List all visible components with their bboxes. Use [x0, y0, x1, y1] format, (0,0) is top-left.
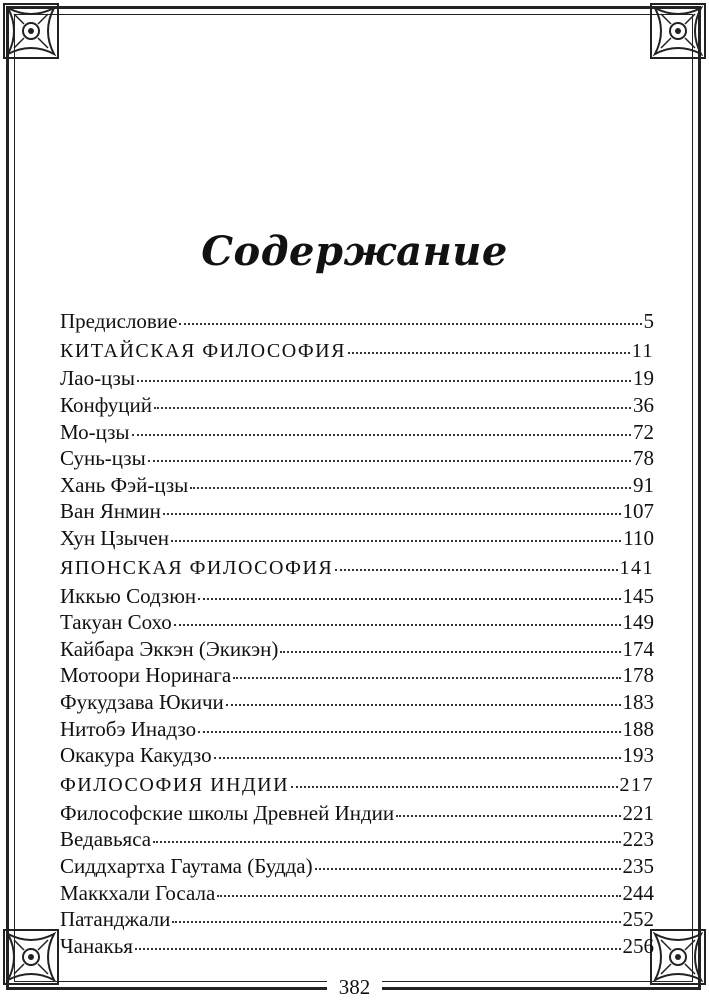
toc-entry — [60, 635, 654, 662]
dot-leader — [132, 415, 631, 436]
toc-entry-label: Хун Цзычен — [60, 526, 169, 551]
toc-entry-label: Философские школы Древней Индии — [60, 800, 395, 825]
dot-leader — [233, 659, 620, 680]
toc-entry-page: 178 — [622, 663, 654, 688]
dot-leader — [148, 441, 631, 462]
toc-entry-page: 244 — [622, 880, 654, 905]
dot-leader — [280, 632, 620, 653]
toc-entry-page: 110 — [623, 526, 654, 551]
dot-leader — [335, 551, 617, 571]
dot-leader — [217, 876, 620, 897]
toc-entry-label: Ван Янмин — [60, 499, 161, 524]
dot-leader — [198, 579, 620, 600]
dot-leader — [171, 521, 621, 542]
toc-entry-page: 217 — [619, 773, 654, 796]
toc-entry — [60, 741, 654, 768]
toc-entry — [60, 715, 654, 742]
toc-entry-page: 19 — [633, 366, 654, 391]
dot-leader — [348, 334, 630, 354]
toc-entry-label: Фукудзава Юкичи — [60, 690, 224, 715]
toc-entry — [60, 365, 654, 392]
toc-entry-label: Хань Фэй-цзы — [60, 472, 189, 497]
toc-entry-label: Сунь-цзы — [60, 446, 146, 471]
toc-entry-page: 174 — [622, 636, 654, 661]
dot-leader — [190, 468, 631, 489]
toc-entry — [60, 582, 654, 609]
toc-entry-label: Мо-цзы — [60, 419, 130, 444]
corner-ornament-top-left — [0, 0, 62, 62]
toc-entry — [60, 688, 654, 715]
toc-entry — [60, 498, 654, 525]
toc-entry-page: 183 — [622, 690, 654, 715]
toc-entry — [60, 444, 654, 471]
toc-entry-label: Такуан Сохо — [60, 610, 172, 635]
toc-entry-label: Кайбара Эккэн (Экикэн) — [60, 636, 279, 661]
toc-entry-page: 252 — [622, 907, 654, 932]
toc-entry-page: 193 — [622, 743, 654, 768]
toc-entry-page: 145 — [622, 583, 654, 608]
toc-entry — [60, 879, 654, 906]
toc-entry-label: Предисловие — [60, 308, 178, 333]
toc-entry — [60, 471, 654, 498]
dot-leader — [291, 768, 617, 788]
toc-entry-label: Окакура Какудзо — [60, 743, 212, 768]
toc-entry-page: 36 — [633, 393, 654, 418]
toc-entry-page: 235 — [622, 853, 654, 878]
toc-entry-label: ФИЛОСОФИЯ ИНДИИ — [60, 773, 290, 796]
toc-entry — [60, 905, 654, 932]
toc-entry-page: 221 — [622, 800, 654, 825]
toc-entry-label: Нитобэ Инадзо — [60, 716, 197, 741]
toc-entry-page: 256 — [622, 933, 654, 958]
dot-leader — [226, 685, 621, 706]
dot-leader — [137, 362, 631, 383]
toc-entry — [60, 418, 654, 445]
toc-entry-page: 91 — [633, 472, 654, 497]
toc-entry-label: КИТАЙСКАЯ ФИЛОСОФИЯ — [60, 339, 346, 362]
toc-entry-page: 141 — [619, 556, 654, 579]
toc-entry-page: 107 — [622, 499, 654, 524]
page-title: Содержание — [201, 228, 508, 275]
dot-leader — [174, 605, 621, 626]
toc-entry — [60, 391, 654, 418]
dot-leader — [163, 495, 621, 516]
dot-leader — [396, 796, 620, 817]
dot-leader — [135, 929, 621, 950]
dot-leader — [153, 823, 620, 844]
toc-entry-label: Чанакья — [60, 933, 133, 958]
toc-entry-label: Ведавьяса — [60, 827, 152, 852]
toc-entry-label: Лао-цзы — [60, 366, 135, 391]
page-number-text: 382 — [327, 975, 383, 999]
toc-entry — [60, 852, 654, 879]
toc-entry-label: Мотоори Норинага — [60, 663, 232, 688]
toc-entry-label: Сиддхартха Гаутама (Будда) — [60, 853, 313, 878]
toc-entry-page: 149 — [622, 610, 654, 635]
toc-section-entry — [60, 337, 654, 365]
page-number — [0, 975, 709, 1000]
toc-entry-label: Иккью Содзюн — [60, 583, 197, 608]
toc-entry — [60, 307, 654, 334]
toc-entry-page: 223 — [622, 827, 654, 852]
toc-entry — [60, 799, 654, 826]
toc-entry — [60, 932, 654, 959]
toc-entry — [60, 524, 654, 551]
toc-entry-page: 5 — [643, 308, 654, 333]
toc-entry-label: Конфуций — [60, 393, 152, 418]
toc-entry — [60, 662, 654, 689]
toc-entry-label: ЯПОНСКАЯ ФИЛОСОФИЯ — [60, 556, 334, 579]
dot-leader — [198, 712, 620, 733]
toc-entry — [60, 608, 654, 635]
dot-leader — [214, 738, 621, 759]
toc-entry — [60, 826, 654, 853]
toc-entry-page: 188 — [622, 716, 654, 741]
toc-section-entry — [60, 554, 654, 582]
toc-entry-page: 78 — [633, 446, 654, 471]
dot-leader — [154, 388, 631, 409]
dot-leader — [315, 849, 621, 870]
toc-section-entry — [60, 771, 654, 799]
toc-entry-label: Маккхали Госала — [60, 880, 216, 905]
dot-leader — [172, 902, 620, 923]
table-of-contents — [60, 307, 654, 958]
corner-ornament-top-right — [647, 0, 709, 62]
toc-entry-page: 11 — [631, 339, 654, 362]
dot-leader — [179, 304, 641, 325]
toc-entry-page: 72 — [633, 419, 654, 444]
toc-entry-label: Патанджали — [60, 907, 171, 932]
